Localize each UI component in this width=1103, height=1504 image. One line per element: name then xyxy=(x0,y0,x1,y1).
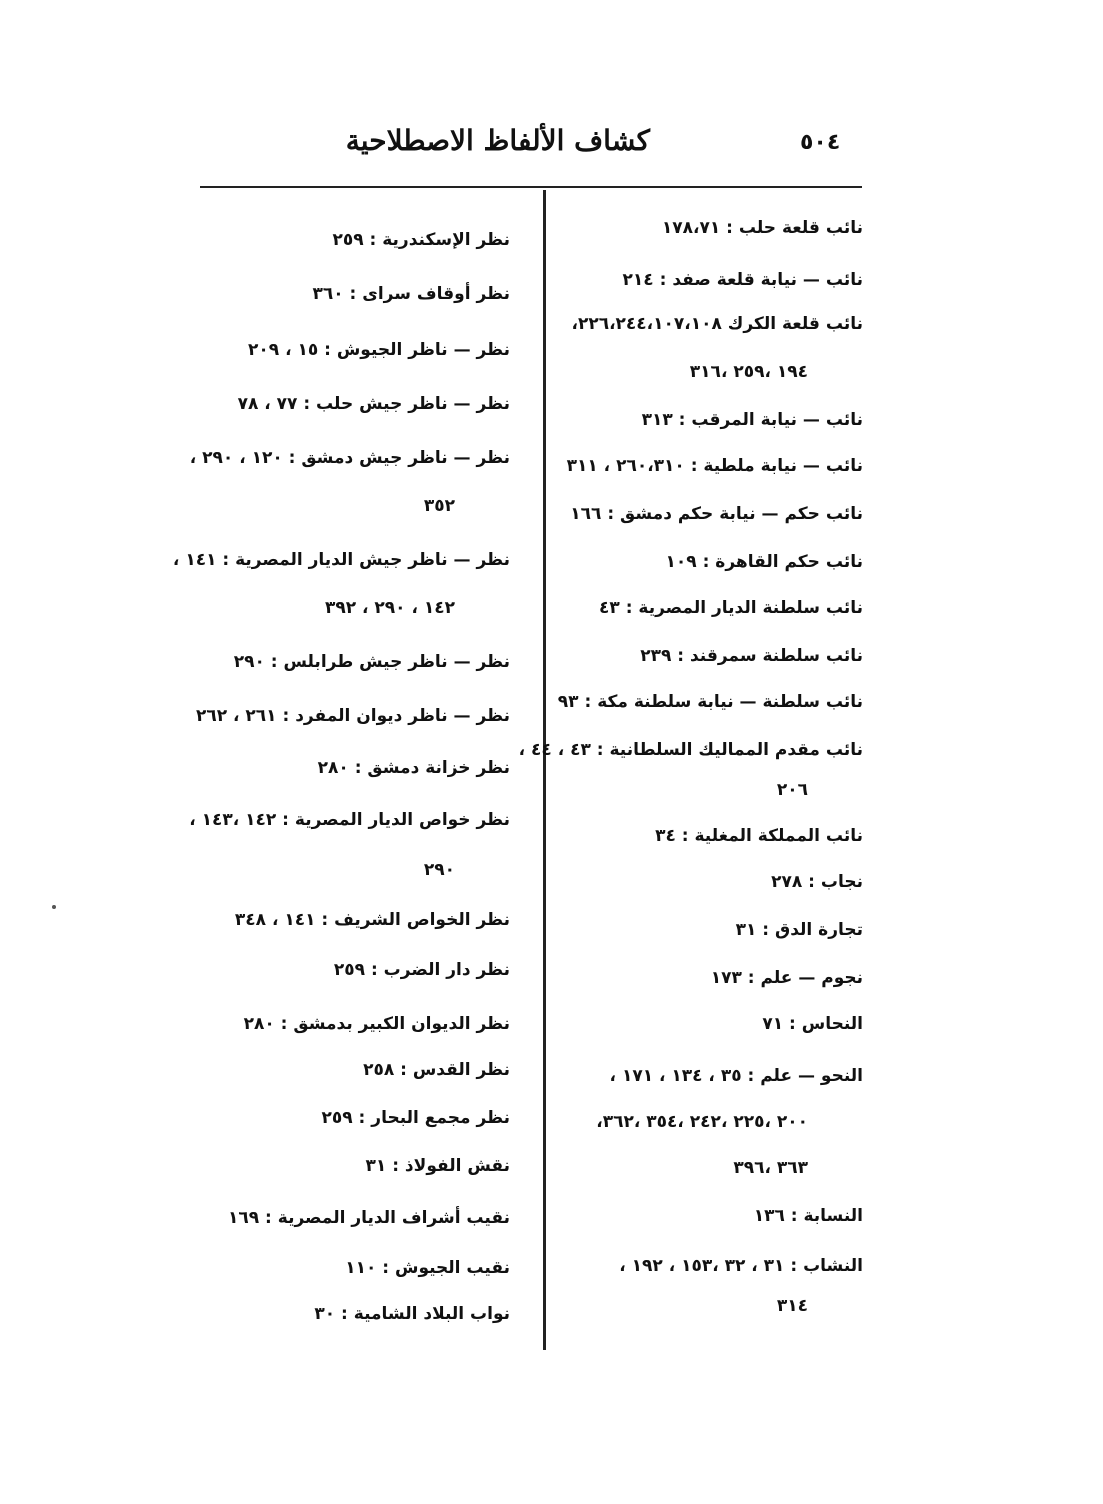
index-entry: نظر مجمع البحار : ٢٥٩ xyxy=(321,1108,510,1128)
index-entry-continuation: ٢٠٦ xyxy=(776,780,808,800)
index-entry: نجوم — علم : ١٧٣ xyxy=(710,968,863,988)
index-entry: نظر — ناظر جيش حلب : ٧٧ ، ٧٨ xyxy=(237,394,510,414)
index-entry: النحاس : ٧١ xyxy=(762,1014,863,1034)
index-entry: نظر القدس : ٢٥٨ xyxy=(363,1060,510,1080)
index-entry: النسابة : ١٣٦ xyxy=(753,1206,863,1226)
page-number: ٥٠٤ xyxy=(800,130,841,155)
index-entry: نقيب أشراف الديار المصرية : ١٦٩ xyxy=(228,1208,510,1228)
header-rule xyxy=(200,186,862,188)
index-entry: نظر — ناظر الجيوش : ١٥ ، ٢٠٩ xyxy=(248,340,510,360)
index-entry: نائب حكم القاهرة : ١٠٩ xyxy=(665,552,863,572)
scan-speck xyxy=(52,905,56,909)
index-entry: نظر — ناظر جيش دمشق : ١٢٠ ، ٢٩٠ ، xyxy=(189,448,510,468)
index-entry-continuation: ١٩٤ ،٢٥٩ ،٣١٦ xyxy=(689,362,808,382)
index-entry: نظر أوقاف سراى : ٣٦٠ xyxy=(312,284,510,304)
index-entry-continuation: ٣٦٣ ،٣٩٦ xyxy=(733,1158,808,1178)
index-entry: نائب — نيابة المرقب : ٣١٣ xyxy=(641,410,863,430)
index-entry: نقيب الجيوش : ١١٠ xyxy=(345,1258,510,1278)
index-entry: نظر الإسكندرية : ٢٥٩ xyxy=(332,230,510,250)
index-entry: نظر دار الضرب : ٢٥٩ xyxy=(333,960,510,980)
index-entry: نظر الخواص الشريف : ١٤١ ، ٣٤٨ xyxy=(234,910,510,930)
index-entry-continuation: ٢٩٠ xyxy=(423,860,455,880)
index-entry: النشاب : ٣١ ، ٣٢ ،١٥٣ ، ١٩٢ ، xyxy=(619,1256,863,1276)
index-entry: نائب المملكة المغلية : ٣٤ xyxy=(655,826,863,846)
index-entry: نظر — ناظر ديوان المفرد : ٢٦١ ، ٢٦٢ xyxy=(195,706,510,726)
index-entry: نائب سلطنة سمرقند : ٢٣٩ xyxy=(640,646,863,666)
index-entry: نائب قلعة حلب : ١٧٨،٧١ xyxy=(661,218,863,238)
column-divider xyxy=(543,190,546,1350)
index-entry: نقش الفولاذ : ٣١ xyxy=(365,1156,510,1176)
index-entry: نواب البلاد الشامية : ٣٠ xyxy=(314,1304,510,1324)
index-entry-continuation: ٣٥٢ xyxy=(423,496,455,516)
index-entry: نجاب : ٢٧٨ xyxy=(771,872,863,892)
index-entry: نائب سلطنة — نيابة سلطنة مكة : ٩٣ xyxy=(557,692,863,712)
index-entry-continuation: ١٤٢ ، ٢٩٠ ، ٣٩٢ xyxy=(324,598,455,618)
index-entry: تجارة الدق : ٣١ xyxy=(735,920,863,940)
running-title: كشاف الألفاظ الاصطلاحية xyxy=(345,124,650,157)
index-entry: نظر خواص الديار المصرية : ١٤٢ ،١٤٣ ، xyxy=(189,810,510,830)
index-entry: نائب حكم — نيابة حكم دمشق : ١٦٦ xyxy=(570,504,863,524)
index-entry: نظر خزانة دمشق : ٢٨٠ xyxy=(317,758,510,778)
index-entry: النحو — علم : ٣٥ ، ١٣٤ ، ١٧١ ، xyxy=(609,1066,863,1086)
index-entry: نظر الديوان الكبير بدمشق : ٢٨٠ xyxy=(243,1014,510,1034)
index-entry-continuation: ٢٠٠ ،٢٢٥ ،٢٤٢ ،٣٥٤ ،٣٦٢، xyxy=(596,1112,808,1132)
index-entry: نائب — نيابة قلعة صفد : ٢١٤ xyxy=(622,270,863,290)
index-entry: نائب سلطنة الديار المصرية : ٤٣ xyxy=(599,598,863,618)
index-entry-continuation: ٣١٤ xyxy=(776,1296,808,1316)
index-entry: نائب — نيابة ملطية : ٢٦٠،٣١٠ ، ٣١١ xyxy=(566,456,863,476)
index-entry: نظر — ناظر جيش طرابلس : ٢٩٠ xyxy=(233,652,510,672)
index-entry: نائب مقدم المماليك السلطانية : ٤٣ ، ٤٤ ، xyxy=(518,740,863,760)
index-entry: نظر — ناظر جيش الديار المصرية : ١٤١ ، xyxy=(172,550,510,570)
index-entry: نائب قلعة الكرك ٢٢٦،٢٤٤،١٠٧،١٠٨، xyxy=(571,314,863,334)
